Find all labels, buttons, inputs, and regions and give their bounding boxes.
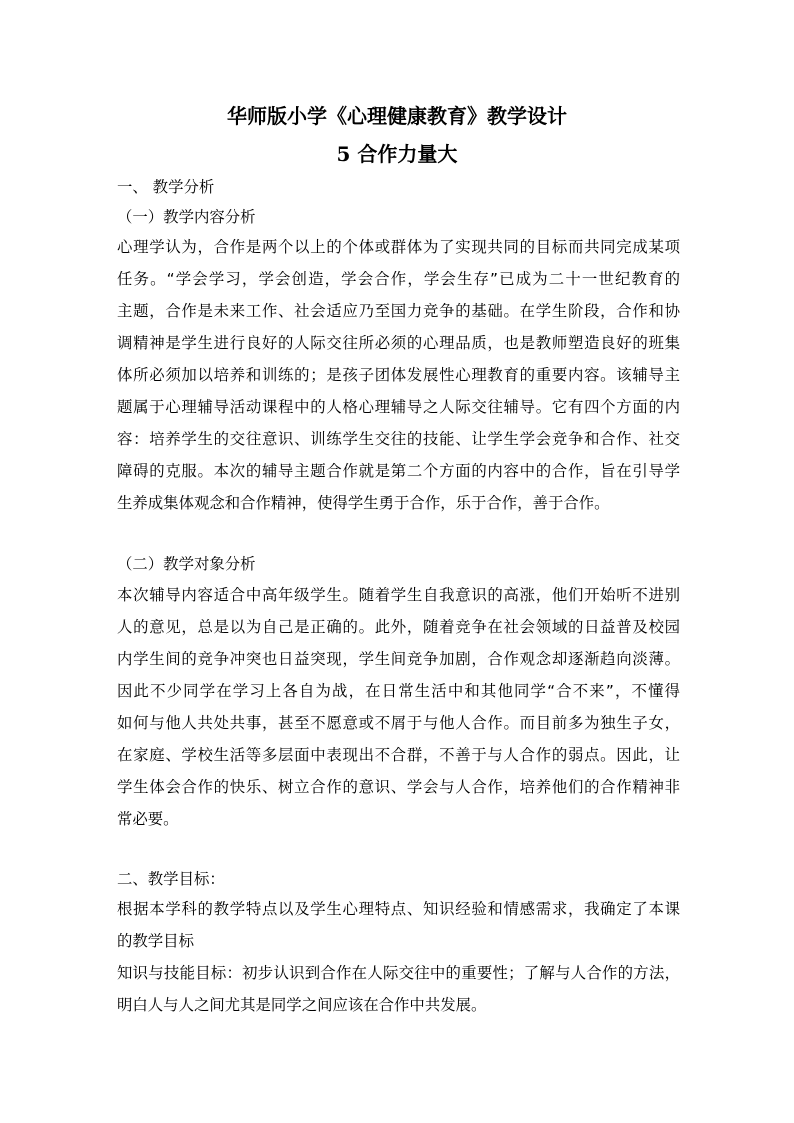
paragraph-line: 体所必须加以培养和训练的；是孩子团体发展性心理教育的重要内容。该辅导主: [117, 366, 680, 384]
paragraph-line: 明白人与人之间尤其是同学之间应该在合作中共发展。: [117, 996, 487, 1014]
paragraph-line: 知识与技能目标：初步认识到合作在人际交往中的重要性；了解与人合作的方法，: [117, 964, 680, 982]
paragraph-line: 如何与他人共处共事，甚至不愿意或不屑于与他人合作。而目前多为独生子女，: [117, 714, 680, 732]
paragraph-line: 内学生间的竞争冲突也日益突现，学生间竞争加剧，合作观念却逐渐趋向淡薄。: [117, 650, 680, 668]
paragraph-line: 常必要。: [117, 810, 179, 828]
paragraph-line: 本次辅导内容适合中高年级学生。随着学生自我意识的高涨，他们开始听不进别: [117, 586, 680, 604]
paragraph-line: 障碍的克服。本次的辅导主题合作就是第二个方面的内容中的合作，旨在引导学: [117, 462, 680, 480]
paragraph-line: 的教学目标: [117, 932, 194, 950]
paragraph-line: 学生体会合作的快乐、树立合作的意识、学会与人合作，培养他们的合作精神非: [117, 778, 680, 796]
paragraph-line: 生养成集体观念和合作精神，使得学生勇于合作，乐于合作，善于合作。: [117, 494, 610, 512]
section-heading-teaching-analysis: 一、 教学分析: [117, 178, 215, 196]
paragraph-line: 主题，合作是未来工作、社会适应乃至国力竞争的基础。在学生阶段，合作和协: [117, 302, 680, 320]
paragraph-line: 人的意见，总是以为自己是正确的。此外，随着竞争在社会领域的日益普及校园: [117, 618, 680, 636]
section-heading-teaching-goals: 二、教学目标：: [117, 870, 225, 888]
subsection-heading-content-analysis: （一）教学内容分析: [117, 208, 256, 226]
subsection-heading-audience-analysis: （二）教学对象分析: [117, 555, 256, 573]
paragraph-line: 任务。“学会学习，学会创造，学会合作，学会生存”已成为二十一世纪教育的: [117, 270, 680, 288]
document-subtitle: 5 合作力量大: [336, 142, 458, 166]
paragraph-line: 题属于心理辅导活动课程中的人格心理辅导之人际交往辅导。它有四个方面的内: [117, 398, 680, 416]
paragraph-line: 根据本学科的教学特点以及学生心理特点、知识经验和情感需求，我确定了本课: [117, 900, 680, 918]
paragraph-line: 调精神是学生进行良好的人际交往所必须的心理品质，也是教师塑造良好的班集: [117, 334, 680, 352]
paragraph-line: 因此不少同学在学习上各自为战，在日常生活中和其他同学“合不来”，不懂得: [117, 682, 680, 700]
paragraph-line: 在家庭、学校生活等多层面中表现出不合群，不善于与人合作的弱点。因此，让: [117, 746, 680, 764]
document-title: 华师版小学《心理健康教育》教学设计: [227, 104, 567, 128]
paragraph-line: 心理学认为，合作是两个以上的个体或群体为了实现共同的目标而共同完成某项: [117, 238, 680, 256]
paragraph-line: 容：培养学生的交往意识、训练学生交往的技能、让学生学会竞争和合作、社交: [117, 430, 680, 448]
